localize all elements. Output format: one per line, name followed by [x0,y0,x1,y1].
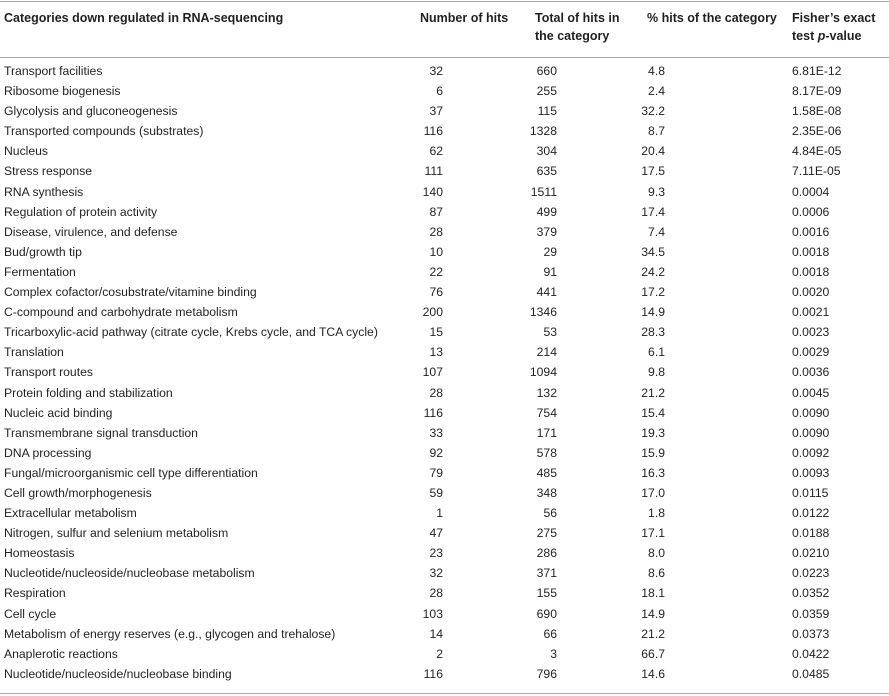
cell-total-hits: 214 [536,345,557,360]
cell-total-hits: 1511 [530,184,557,199]
cell-percent-hits: 21.2 [641,626,665,641]
cell-pvalue: 2.35E-06 [792,124,842,139]
table-row [0,624,889,644]
table-row [0,282,889,302]
cell-category: Ribosome biogenesis [4,84,121,99]
cell-number-of-hits: 28 [429,385,443,400]
cell-percent-hits: 17.0 [641,485,665,500]
cell-number-of-hits: 32 [429,566,443,581]
cell-pvalue: 0.0045 [792,385,830,400]
cell-category: Cell cycle [4,606,57,621]
cell-category: Respiration [4,586,66,601]
cell-number-of-hits: 1 [436,506,443,521]
cell-category: Disease, virulence, and defense [4,224,178,239]
header-total-hits [535,9,655,45]
cell-pvalue: 0.0036 [792,365,830,380]
cell-number-of-hits: 59 [429,485,443,500]
cell-total-hits: 56 [543,506,557,521]
cell-percent-hits: 16.3 [641,465,665,480]
cell-percent-hits: 8.7 [648,124,665,139]
cell-total-hits: 132 [536,385,557,400]
cell-number-of-hits: 92 [429,445,443,460]
cell-pvalue: 6.81E-12 [792,64,842,78]
cell-percent-hits: 14.6 [641,666,665,681]
cell-percent-hits: 19.3 [641,425,665,440]
cell-category: Nucleus [4,144,49,159]
cell-percent-hits: 28.3 [641,325,665,340]
header-fisher-line2-post: -value [825,29,862,43]
top-rule [0,1,889,2]
cell-total-hits: 3 [550,646,557,661]
cell-total-hits: 286 [536,546,557,561]
header-fisher-line1: Fisher’s exact [792,11,876,25]
cell-percent-hits: 21.2 [641,385,665,400]
table-row [0,483,889,503]
cell-category: Nitrogen, sulfur and selenium metabolism [4,526,229,541]
table-row [0,81,889,101]
cell-category: Cell growth/morphogenesis [4,485,152,500]
cell-category: Transported compounds (substrates) [4,124,204,139]
cell-percent-hits: 15.9 [641,445,665,460]
cell-pvalue: 0.0016 [792,224,830,239]
cell-total-hits: 115 [537,104,557,119]
table-row [0,583,889,603]
header-number-of-hits: Number of hits [420,11,509,25]
cell-category: Nucleotide/nucleoside/nucleobase metabolism [4,566,255,581]
cell-number-of-hits: 33 [429,425,443,440]
cell-number-of-hits: 103 [422,606,443,621]
cell-number-of-hits: 79 [429,465,443,480]
cell-category: Tricarboxylic-acid pathway (citrate cycle, Krebs cycle, and TCA cycle) [4,325,378,340]
cell-number-of-hits: 200 [422,305,443,320]
cell-number-of-hits: 111 [424,164,443,179]
cell-percent-hits: 17.5 [641,164,665,179]
cell-percent-hits: 17.4 [641,204,665,219]
cell-number-of-hits: 116 [423,666,443,681]
cell-pvalue: 0.0004 [792,184,830,199]
cell-percent-hits: 32.2 [641,104,665,119]
cell-pvalue: 0.0115 [792,485,829,500]
cell-category: Protein folding and stabilization [4,385,173,400]
table-row [0,644,889,664]
cell-total-hits: 91 [543,264,557,279]
cell-category: Nucleic acid binding [4,405,113,420]
cell-category: Anaplerotic reactions [4,646,118,661]
cell-pvalue: 8.17E-09 [792,84,842,99]
header-rule [0,57,889,58]
cell-category: Glycolysis and gluconeogenesis [4,104,178,119]
cell-total-hits: 379 [536,224,557,239]
cell-percent-hits: 1.8 [648,506,665,521]
cell-pvalue: 0.0352 [792,586,830,601]
cell-pvalue: 0.0092 [792,445,830,460]
table-row [0,563,889,583]
cell-total-hits: 66 [543,626,557,641]
cell-total-hits: 1328 [529,124,557,139]
header-fisher-line2-italic: p [817,29,826,43]
table-row [0,101,889,121]
table-row [0,664,889,684]
table-row [0,302,889,322]
cell-number-of-hits: 2 [436,646,443,661]
cell-total-hits: 796 [536,666,557,681]
cell-pvalue: 0.0006 [792,204,830,219]
cell-category: Transmembrane signal transduction [4,425,198,440]
cell-number-of-hits: 22 [429,264,443,279]
cell-total-hits: 304 [536,144,557,159]
cell-number-of-hits: 28 [429,586,443,601]
cell-pvalue: 0.0029 [792,345,830,360]
cell-pvalue: 0.0090 [792,425,830,440]
table-row [0,121,889,141]
table-row [0,362,889,382]
header-total-hits-line2: the category [535,29,610,43]
cell-category: RNA synthesis [4,184,84,199]
cell-category: Transport routes [4,365,93,380]
bottom-rule [0,693,889,694]
table-row [0,61,889,81]
cell-total-hits: 53 [543,325,557,340]
cell-category: Fungal/microorganismic cell type differentiation [4,465,258,480]
cell-pvalue: 0.0020 [792,285,830,300]
cell-category: Metabolism of energy reserves (e.g., glycogen and trehalose) [4,626,336,641]
cell-percent-hits: 15.4 [641,405,665,420]
cell-total-hits: 499 [536,204,557,219]
table-header [0,9,889,55]
cell-number-of-hits: 23 [429,546,443,561]
header-percent-hits: % hits of the category [647,11,777,25]
cell-category: Transport facilities [4,64,103,78]
cell-pvalue: 0.0090 [792,405,830,420]
cell-percent-hits: 14.9 [641,606,665,621]
cell-category: Extracellular metabolism [4,506,137,521]
cell-percent-hits: 17.2 [641,285,665,300]
table-body [0,61,889,684]
cell-number-of-hits: 116 [423,405,443,420]
header-fisher-line2-pre: test [792,29,818,43]
cell-number-of-hits: 32 [429,64,443,78]
table-row [0,523,889,543]
table-row [0,383,889,403]
cell-percent-hits: 8.0 [648,546,665,561]
cell-number-of-hits: 28 [429,224,443,239]
cell-percent-hits: 2.4 [648,84,665,99]
cell-percent-hits: 4.8 [648,64,665,78]
cell-pvalue: 0.0373 [792,626,830,641]
table-row [0,161,889,181]
cell-total-hits: 275 [536,526,557,541]
cell-percent-hits: 34.5 [641,244,665,259]
table-row [0,182,889,202]
table-row [0,543,889,563]
table-row [0,262,889,282]
cell-number-of-hits: 87 [429,204,443,219]
cell-percent-hits: 18.1 [641,586,665,601]
cell-percent-hits: 9.3 [648,184,665,199]
cell-number-of-hits: 62 [429,144,443,159]
cell-number-of-hits: 37 [429,104,443,119]
cell-number-of-hits: 107 [422,365,443,380]
cell-pvalue: 7.11E-05 [792,164,841,179]
table-row [0,342,889,362]
cell-pvalue: 0.0485 [792,666,830,681]
cell-total-hits: 660 [536,64,557,78]
cell-percent-hits: 7.4 [648,224,665,239]
cell-percent-hits: 14.9 [641,305,665,320]
cell-pvalue: 1.58E-08 [792,104,842,119]
cell-number-of-hits: 14 [429,626,443,641]
cell-category: Translation [4,345,64,360]
table-row [0,141,889,161]
cell-pvalue: 0.0359 [792,606,830,621]
cell-pvalue: 0.0023 [792,325,830,340]
cell-total-hits: 754 [536,405,557,420]
table-row [0,403,889,423]
cell-number-of-hits: 76 [429,285,443,300]
cell-pvalue: 0.0093 [792,465,830,480]
cell-number-of-hits: 47 [429,526,443,541]
cell-pvalue: 0.0223 [792,566,830,581]
cell-number-of-hits: 13 [429,345,443,360]
cell-total-hits: 690 [536,606,557,621]
cell-total-hits: 29 [543,244,557,259]
table-row [0,503,889,523]
cell-category: C-compound and carbohydrate metabolism [4,305,238,320]
cell-percent-hits: 24.2 [641,264,665,279]
cell-total-hits: 578 [536,445,557,460]
header-fisher-pvalue [792,9,887,45]
cell-total-hits: 371 [536,566,557,581]
table-row [0,423,889,443]
cell-number-of-hits: 15 [429,325,443,340]
cell-category: DNA processing [4,445,92,460]
table-row [0,322,889,342]
cell-category: Complex cofactor/cosubstrate/vitamine binding [4,285,257,300]
cell-total-hits: 635 [536,164,557,179]
cell-pvalue: 0.0210 [792,546,830,561]
cell-category: Stress response [4,164,93,179]
table-row [0,222,889,242]
cell-pvalue: 0.0422 [792,646,830,661]
cell-number-of-hits: 140 [422,184,443,199]
cell-pvalue: 0.0018 [792,244,830,259]
cell-category: Nucleotide/nucleoside/nucleobase binding [4,666,232,681]
cell-pvalue: 4.84E-05 [792,144,842,159]
cell-total-hits: 1346 [529,305,557,320]
cell-total-hits: 485 [536,465,557,480]
cell-category: Regulation of protein activity [4,204,158,219]
cell-number-of-hits: 6 [436,84,443,99]
cell-pvalue: 0.0021 [792,305,830,320]
table-row [0,242,889,262]
table-row [0,463,889,483]
cell-total-hits: 441 [536,285,557,300]
header-total-hits-line1: Total of hits in [535,11,620,25]
cell-percent-hits: 8.6 [648,566,665,581]
cell-number-of-hits: 10 [429,244,443,259]
cell-category: Homeostasis [4,546,75,561]
cell-total-hits: 155 [536,586,557,601]
cell-total-hits: 348 [536,485,557,500]
header-category: Categories down regulated in RNA-sequencing [4,11,284,25]
cell-number-of-hits: 116 [423,124,443,139]
cell-pvalue: 0.0188 [792,526,830,541]
cell-total-hits: 255 [536,84,557,99]
table-row [0,202,889,222]
cell-category: Bud/growth tip [4,244,82,259]
cell-pvalue: 0.0122 [792,506,830,521]
cell-percent-hits: 17.1 [641,526,665,541]
cell-percent-hits: 6.1 [648,345,665,360]
cell-percent-hits: 20.4 [641,144,665,159]
table-row [0,443,889,463]
cell-percent-hits: 9.8 [648,365,665,380]
table-row [0,604,889,624]
cell-total-hits: 171 [536,425,557,440]
cell-percent-hits: 66.7 [641,646,665,661]
cell-category: Fermentation [4,264,76,279]
cell-pvalue: 0.0018 [792,264,830,279]
cell-total-hits: 1094 [529,365,557,380]
